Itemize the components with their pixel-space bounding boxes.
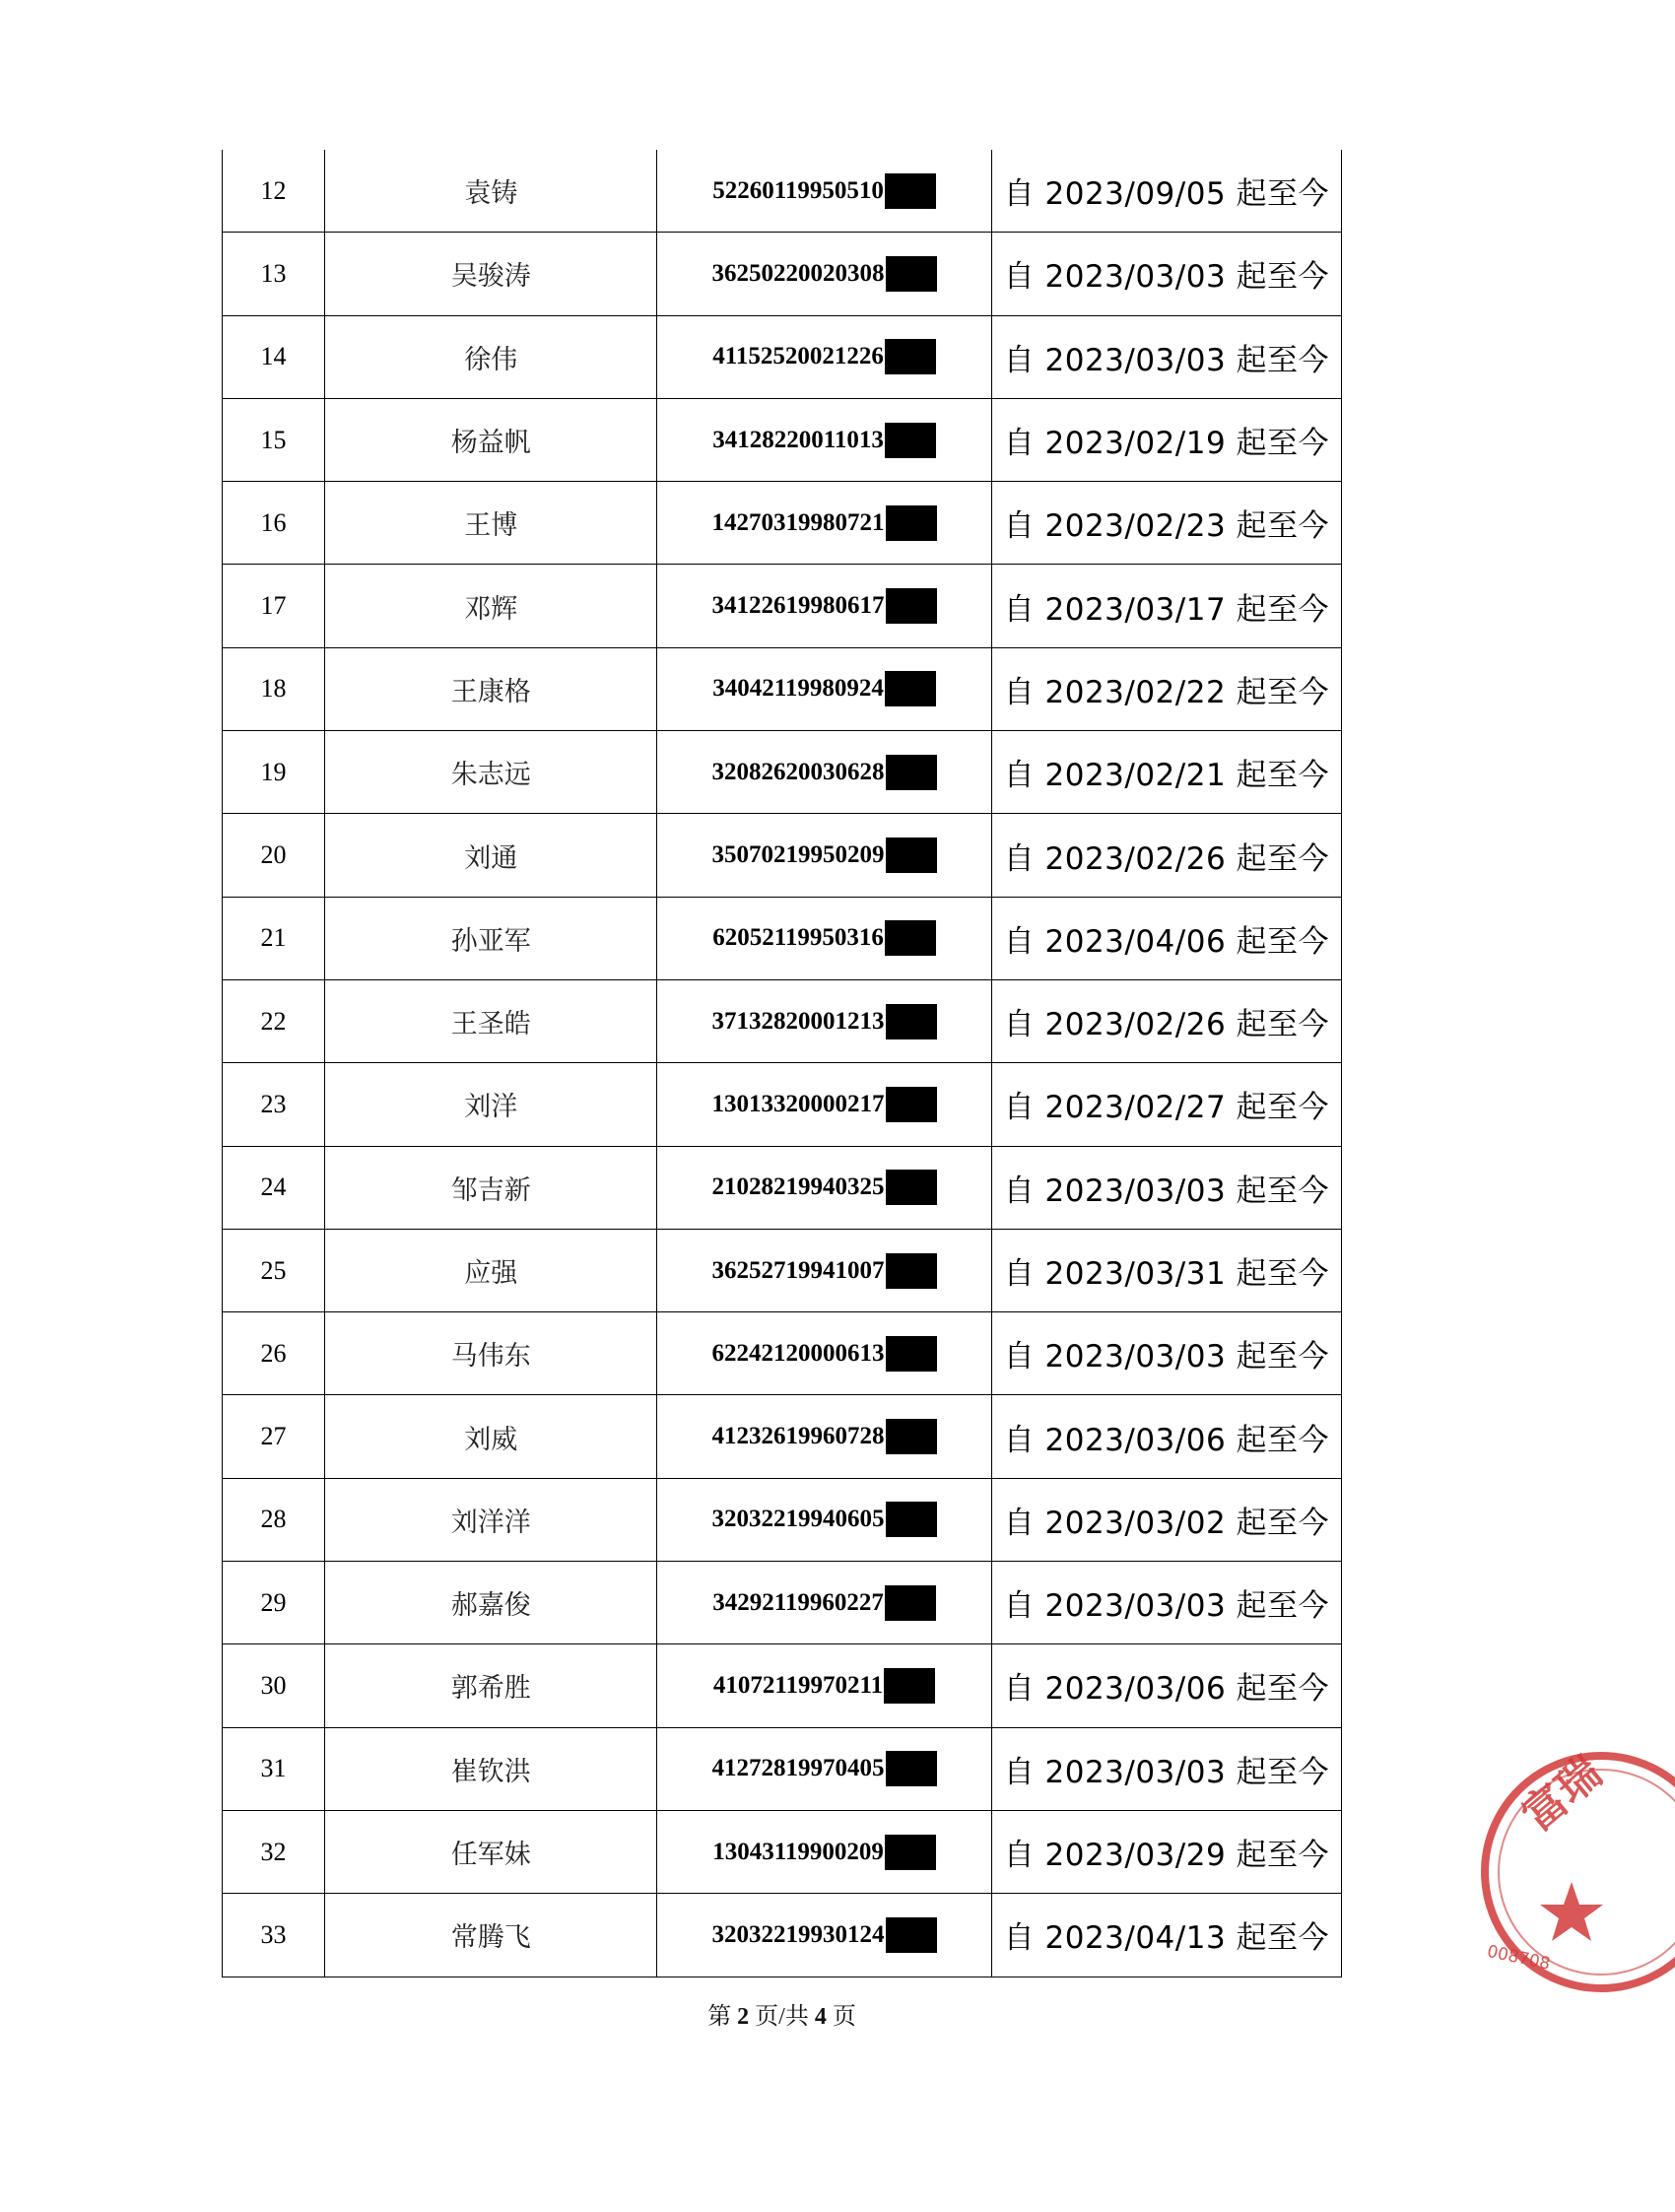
id-number-text: 41232619960728	[711, 1423, 885, 1450]
redaction-block	[886, 588, 937, 624]
name-cell: 郝嘉俊	[325, 1562, 657, 1644]
table-row	[223, 1478, 1342, 1561]
id-number-wrap	[712, 256, 937, 292]
id-number-wrap	[712, 1751, 937, 1786]
id-number-cell	[657, 1063, 991, 1146]
table-row	[223, 398, 1342, 481]
redaction-block	[885, 339, 936, 374]
redaction-block	[886, 1170, 937, 1205]
table-row	[223, 1810, 1342, 1893]
employment-period-cell: 自 2023/03/29 起至今	[991, 1810, 1341, 1893]
id-number-text: 32032219930124	[711, 1920, 885, 1948]
id-number-cell	[657, 814, 991, 897]
id-number-text: 41272819970405	[711, 1755, 885, 1782]
row-number-cell: 17	[223, 565, 325, 647]
id-number-wrap	[712, 1004, 937, 1039]
table-row	[223, 315, 1342, 398]
id-number-text: 35070219950209	[711, 841, 885, 869]
name-cell: 刘洋洋	[325, 1478, 657, 1561]
employment-period-cell: 自 2023/03/03 起至今	[991, 1727, 1341, 1810]
table-row	[223, 814, 1342, 897]
id-number-cell	[657, 1146, 991, 1229]
employment-period-cell: 自 2023/02/21 起至今	[991, 731, 1341, 814]
employment-period-cell: 自 2023/04/13 起至今	[991, 1894, 1341, 1977]
page-label-suffix: 页	[832, 2004, 856, 2030]
employment-period-cell: 自 2023/04/06 起至今	[991, 897, 1341, 979]
redaction-block	[886, 1419, 937, 1454]
row-number-cell: 25	[223, 1229, 325, 1311]
id-number-wrap	[712, 1170, 937, 1205]
page-current: 2	[737, 2004, 750, 2030]
id-number-text: 14270319980721	[711, 508, 885, 536]
row-number-cell: 22	[223, 979, 325, 1062]
employment-period-cell: 自 2023/09/05 起至今	[991, 150, 1341, 233]
row-number-cell: 14	[223, 315, 325, 398]
row-number-cell: 31	[223, 1727, 325, 1810]
id-number-text: 62242120000613	[711, 1339, 885, 1367]
id-number-text: 21028219940325	[711, 1173, 885, 1201]
name-cell: 杨益帆	[325, 398, 657, 481]
id-number-cell	[657, 1562, 991, 1644]
id-number-cell	[657, 482, 991, 565]
id-number-wrap	[712, 1419, 937, 1454]
id-number-wrap	[712, 1253, 937, 1289]
table-row	[223, 233, 1342, 315]
table-row	[223, 1146, 1342, 1229]
id-number-text: 34122619980617	[711, 592, 885, 620]
row-number-cell: 30	[223, 1644, 325, 1727]
id-number-cell	[657, 1395, 991, 1478]
id-number-text: 34042119980924	[712, 675, 884, 703]
redaction-block	[885, 173, 936, 209]
row-number-cell: 28	[223, 1478, 325, 1561]
name-cell: 吴骏涛	[325, 233, 657, 315]
table-row	[223, 1312, 1342, 1395]
employment-period-cell: 自 2023/03/03 起至今	[991, 1312, 1341, 1395]
name-cell: 孙亚军	[325, 897, 657, 979]
id-number-wrap	[712, 755, 937, 790]
row-number-cell: 16	[223, 482, 325, 565]
id-number-cell	[657, 1894, 991, 1977]
row-number-cell: 19	[223, 731, 325, 814]
employment-period-cell: 自 2023/02/26 起至今	[991, 979, 1341, 1062]
id-number-cell	[657, 1810, 991, 1893]
id-number-text: 13013320000217	[711, 1090, 885, 1117]
id-number-text: 34292119960227	[712, 1588, 884, 1616]
employment-period-cell: 自 2023/03/03 起至今	[991, 233, 1341, 315]
id-number-cell	[657, 233, 991, 315]
id-number-wrap	[712, 505, 937, 541]
table-row	[223, 1395, 1342, 1478]
redaction-block	[886, 755, 937, 790]
id-number-text: 34128220011013	[712, 426, 884, 453]
employment-period-cell: 自 2023/03/03 起至今	[991, 315, 1341, 398]
id-number-wrap	[712, 1502, 937, 1537]
redaction-block	[885, 1585, 936, 1621]
name-cell: 王博	[325, 482, 657, 565]
id-number-wrap	[712, 339, 936, 374]
name-cell: 任军妹	[325, 1810, 657, 1893]
name-cell: 朱志远	[325, 731, 657, 814]
name-cell: 郭希胜	[325, 1644, 657, 1727]
employment-period-cell: 自 2023/03/03 起至今	[991, 1562, 1341, 1644]
id-number-wrap	[712, 1917, 937, 1953]
redaction-block	[886, 1751, 937, 1786]
row-number-cell: 12	[223, 150, 325, 233]
id-number-cell	[657, 731, 991, 814]
id-number-cell	[657, 315, 991, 398]
id-number-cell	[657, 565, 991, 647]
id-number-wrap	[712, 1585, 936, 1621]
row-number-cell: 33	[223, 1894, 325, 1977]
row-number-cell: 24	[223, 1146, 325, 1229]
redaction-block	[886, 838, 937, 873]
name-cell: 刘威	[325, 1395, 657, 1478]
row-number-cell: 23	[223, 1063, 325, 1146]
name-cell: 王圣皓	[325, 979, 657, 1062]
row-number-cell: 21	[223, 897, 325, 979]
employment-period-cell: 自 2023/02/27 起至今	[991, 1063, 1341, 1146]
row-number-cell: 13	[223, 233, 325, 315]
id-number-cell	[657, 647, 991, 730]
employee-table	[222, 150, 1342, 1977]
table-row	[223, 482, 1342, 565]
name-cell: 常腾飞	[325, 1894, 657, 1977]
employment-period-cell: 自 2023/03/31 起至今	[991, 1229, 1341, 1311]
name-cell: 袁铸	[325, 150, 657, 233]
id-number-text: 52260119950510	[712, 176, 884, 204]
redaction-block	[886, 1502, 937, 1537]
id-number-cell	[657, 1478, 991, 1561]
id-number-wrap	[712, 920, 936, 956]
id-number-cell	[657, 897, 991, 979]
id-number-text: 41072119970211	[712, 1671, 884, 1699]
id-number-wrap	[712, 588, 937, 624]
table-row	[223, 1063, 1342, 1146]
id-number-wrap	[712, 423, 936, 458]
employment-period-cell: 自 2023/03/06 起至今	[991, 1395, 1341, 1478]
table-row	[223, 731, 1342, 814]
id-number-wrap	[712, 838, 937, 873]
redaction-block	[886, 1336, 937, 1372]
name-cell: 徐伟	[325, 315, 657, 398]
employment-period-cell: 自 2023/02/22 起至今	[991, 647, 1341, 730]
id-number-text: 62052119950316	[712, 924, 884, 952]
id-number-wrap	[712, 1087, 937, 1122]
id-number-cell	[657, 1727, 991, 1810]
table-row	[223, 1562, 1342, 1644]
svg-text:008708: 008708	[1485, 1941, 1553, 1975]
row-number-cell: 20	[223, 814, 325, 897]
row-number-cell: 26	[223, 1312, 325, 1395]
name-cell: 王康格	[325, 647, 657, 730]
id-number-text: 32082620030628	[711, 758, 885, 785]
id-number-text: 36252719941007	[711, 1256, 885, 1284]
table-row	[223, 1894, 1342, 1977]
id-number-wrap	[712, 1835, 936, 1870]
id-number-cell	[657, 1312, 991, 1395]
redaction-block	[886, 256, 937, 292]
name-cell: 刘通	[325, 814, 657, 897]
id-number-text: 13043119900209	[712, 1838, 884, 1865]
table-row	[223, 647, 1342, 730]
svg-text:富瑞: 富瑞	[1512, 1747, 1612, 1842]
table-body	[223, 150, 1342, 1977]
page-label-prefix: 第	[707, 2004, 732, 2030]
employment-period-cell: 自 2023/03/02 起至今	[991, 1478, 1341, 1561]
redaction-block	[886, 505, 937, 541]
table-row	[223, 1229, 1342, 1311]
id-number-wrap	[713, 1668, 935, 1704]
employment-period-cell: 自 2023/03/03 起至今	[991, 1146, 1341, 1229]
table-row	[223, 897, 1342, 979]
name-cell: 崔钦洪	[325, 1727, 657, 1810]
id-number-cell	[657, 979, 991, 1062]
table-row	[223, 150, 1342, 233]
id-number-wrap	[712, 1336, 937, 1372]
page-label-middle: 页/共	[755, 2004, 809, 2030]
id-number-text: 37132820001213	[711, 1007, 885, 1035]
redaction-block	[884, 1668, 935, 1704]
name-cell: 刘洋	[325, 1063, 657, 1146]
table-row	[223, 1644, 1342, 1727]
id-number-cell	[657, 1644, 991, 1727]
id-number-text: 32032219940605	[711, 1506, 885, 1533]
row-number-cell: 18	[223, 647, 325, 730]
page-footer	[0, 1996, 1564, 2031]
name-cell: 马伟东	[325, 1312, 657, 1395]
page-total: 4	[814, 2004, 827, 2030]
employment-period-cell: 自 2023/02/26 起至今	[991, 814, 1341, 897]
redaction-block	[885, 671, 936, 706]
employment-period-cell: 自 2023/03/17 起至今	[991, 565, 1341, 647]
id-number-cell	[657, 398, 991, 481]
id-number-cell	[657, 150, 991, 233]
table-row	[223, 979, 1342, 1062]
redaction-block	[885, 423, 936, 458]
id-number-text: 36250220020308	[711, 259, 885, 287]
row-number-cell: 32	[223, 1810, 325, 1893]
id-number-cell	[657, 1229, 991, 1311]
employment-period-cell: 自 2023/02/23 起至今	[991, 482, 1341, 565]
row-number-cell: 27	[223, 1395, 325, 1478]
id-number-wrap	[712, 671, 936, 706]
name-cell: 邓辉	[325, 565, 657, 647]
name-cell: 邹吉新	[325, 1146, 657, 1229]
employment-period-cell: 自 2023/02/19 起至今	[991, 398, 1341, 481]
table-row	[223, 565, 1342, 647]
table-row	[223, 1727, 1342, 1810]
redaction-block	[886, 1087, 937, 1122]
redaction-block	[885, 920, 936, 956]
redaction-block	[886, 1253, 937, 1289]
id-number-wrap	[712, 173, 936, 209]
employment-period-cell: 自 2023/03/06 起至今	[991, 1644, 1341, 1727]
redaction-block	[886, 1004, 937, 1039]
name-cell: 应强	[325, 1229, 657, 1311]
row-number-cell: 29	[223, 1562, 325, 1644]
redaction-block	[886, 1917, 937, 1953]
id-number-text: 41152520021226	[712, 343, 884, 370]
row-number-cell: 15	[223, 398, 325, 481]
redaction-block	[885, 1835, 936, 1870]
